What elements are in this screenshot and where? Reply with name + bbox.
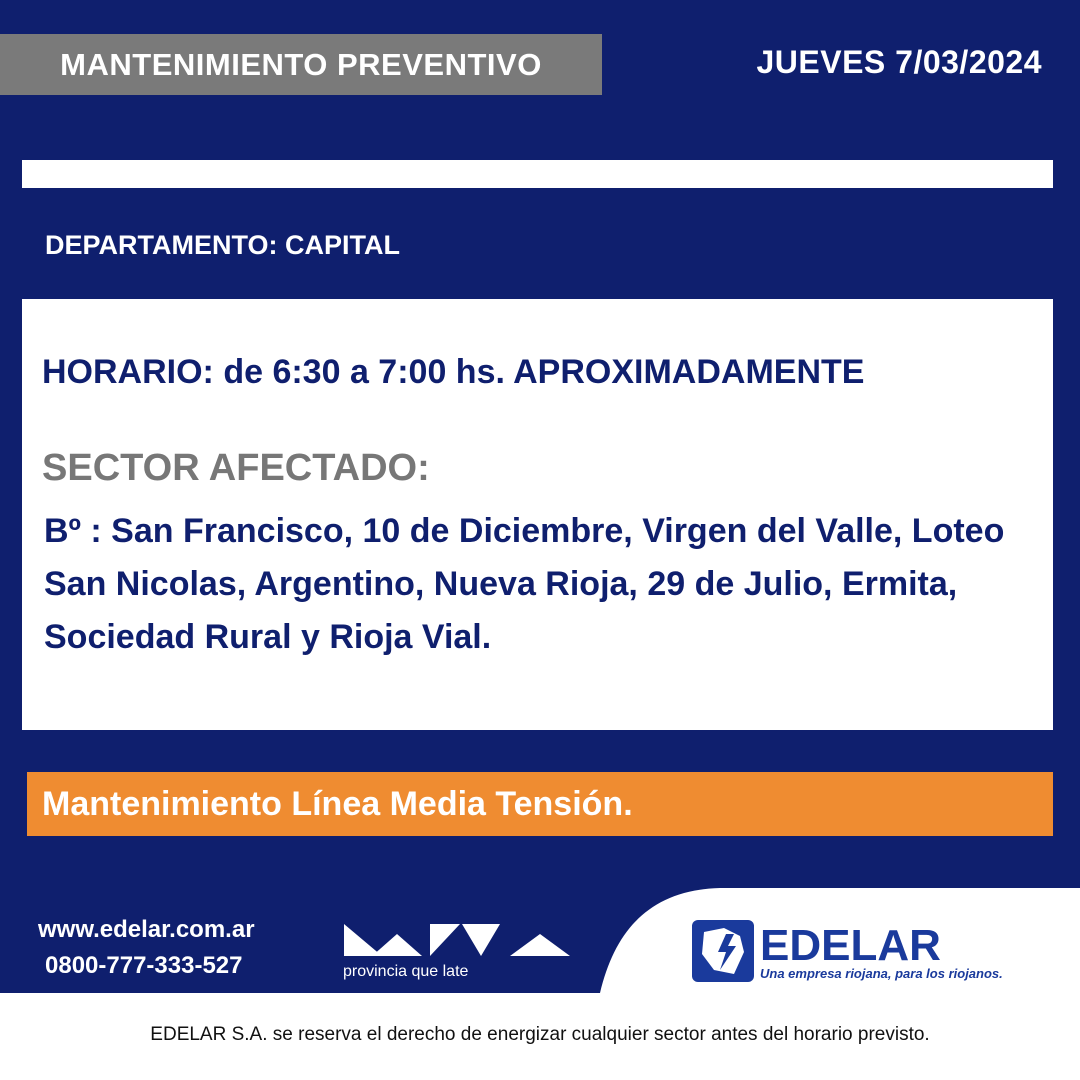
- website-link[interactable]: www.edelar.com.ar: [38, 916, 255, 943]
- edelar-logo-icon: [690, 918, 1030, 986]
- brand-slogan: Una empresa riojana, para los riojanos.: [760, 966, 1003, 981]
- disclaimer-text: EDELAR S.A. se reserva el derecho de energizar cualquier sector antes del horario previsto.: [150, 1024, 930, 1045]
- schedule-text: HORARIO: de 6:30 a 7:00 hs. APROXIMADAMENTE: [42, 353, 865, 391]
- brand-name: EDELAR: [760, 921, 941, 970]
- work-type-banner: Mantenimiento Línea Media Tensión.: [27, 772, 1053, 836]
- maintenance-type-tag: MANTENIMIENTO PREVENTIVO: [0, 34, 602, 95]
- province-tagline: provincia que late: [343, 963, 469, 980]
- date-label: JUEVES 7/03/2024: [756, 44, 1042, 80]
- phone-number[interactable]: 0800-777-333-527: [45, 952, 243, 979]
- affected-sector-list: Bº : San Francisco, 10 de Diciembre, Virgen del Valle, Loteo San Nicolas, Argentino, Nueva Rioja, 29 de Julio, Ermita, Sociedad Rural y Rioja Vial.: [44, 512, 1005, 656]
- department-label: DEPARTAMENTO: CAPITAL: [45, 230, 400, 260]
- affected-sector-label: SECTOR AFECTADO:: [42, 447, 430, 489]
